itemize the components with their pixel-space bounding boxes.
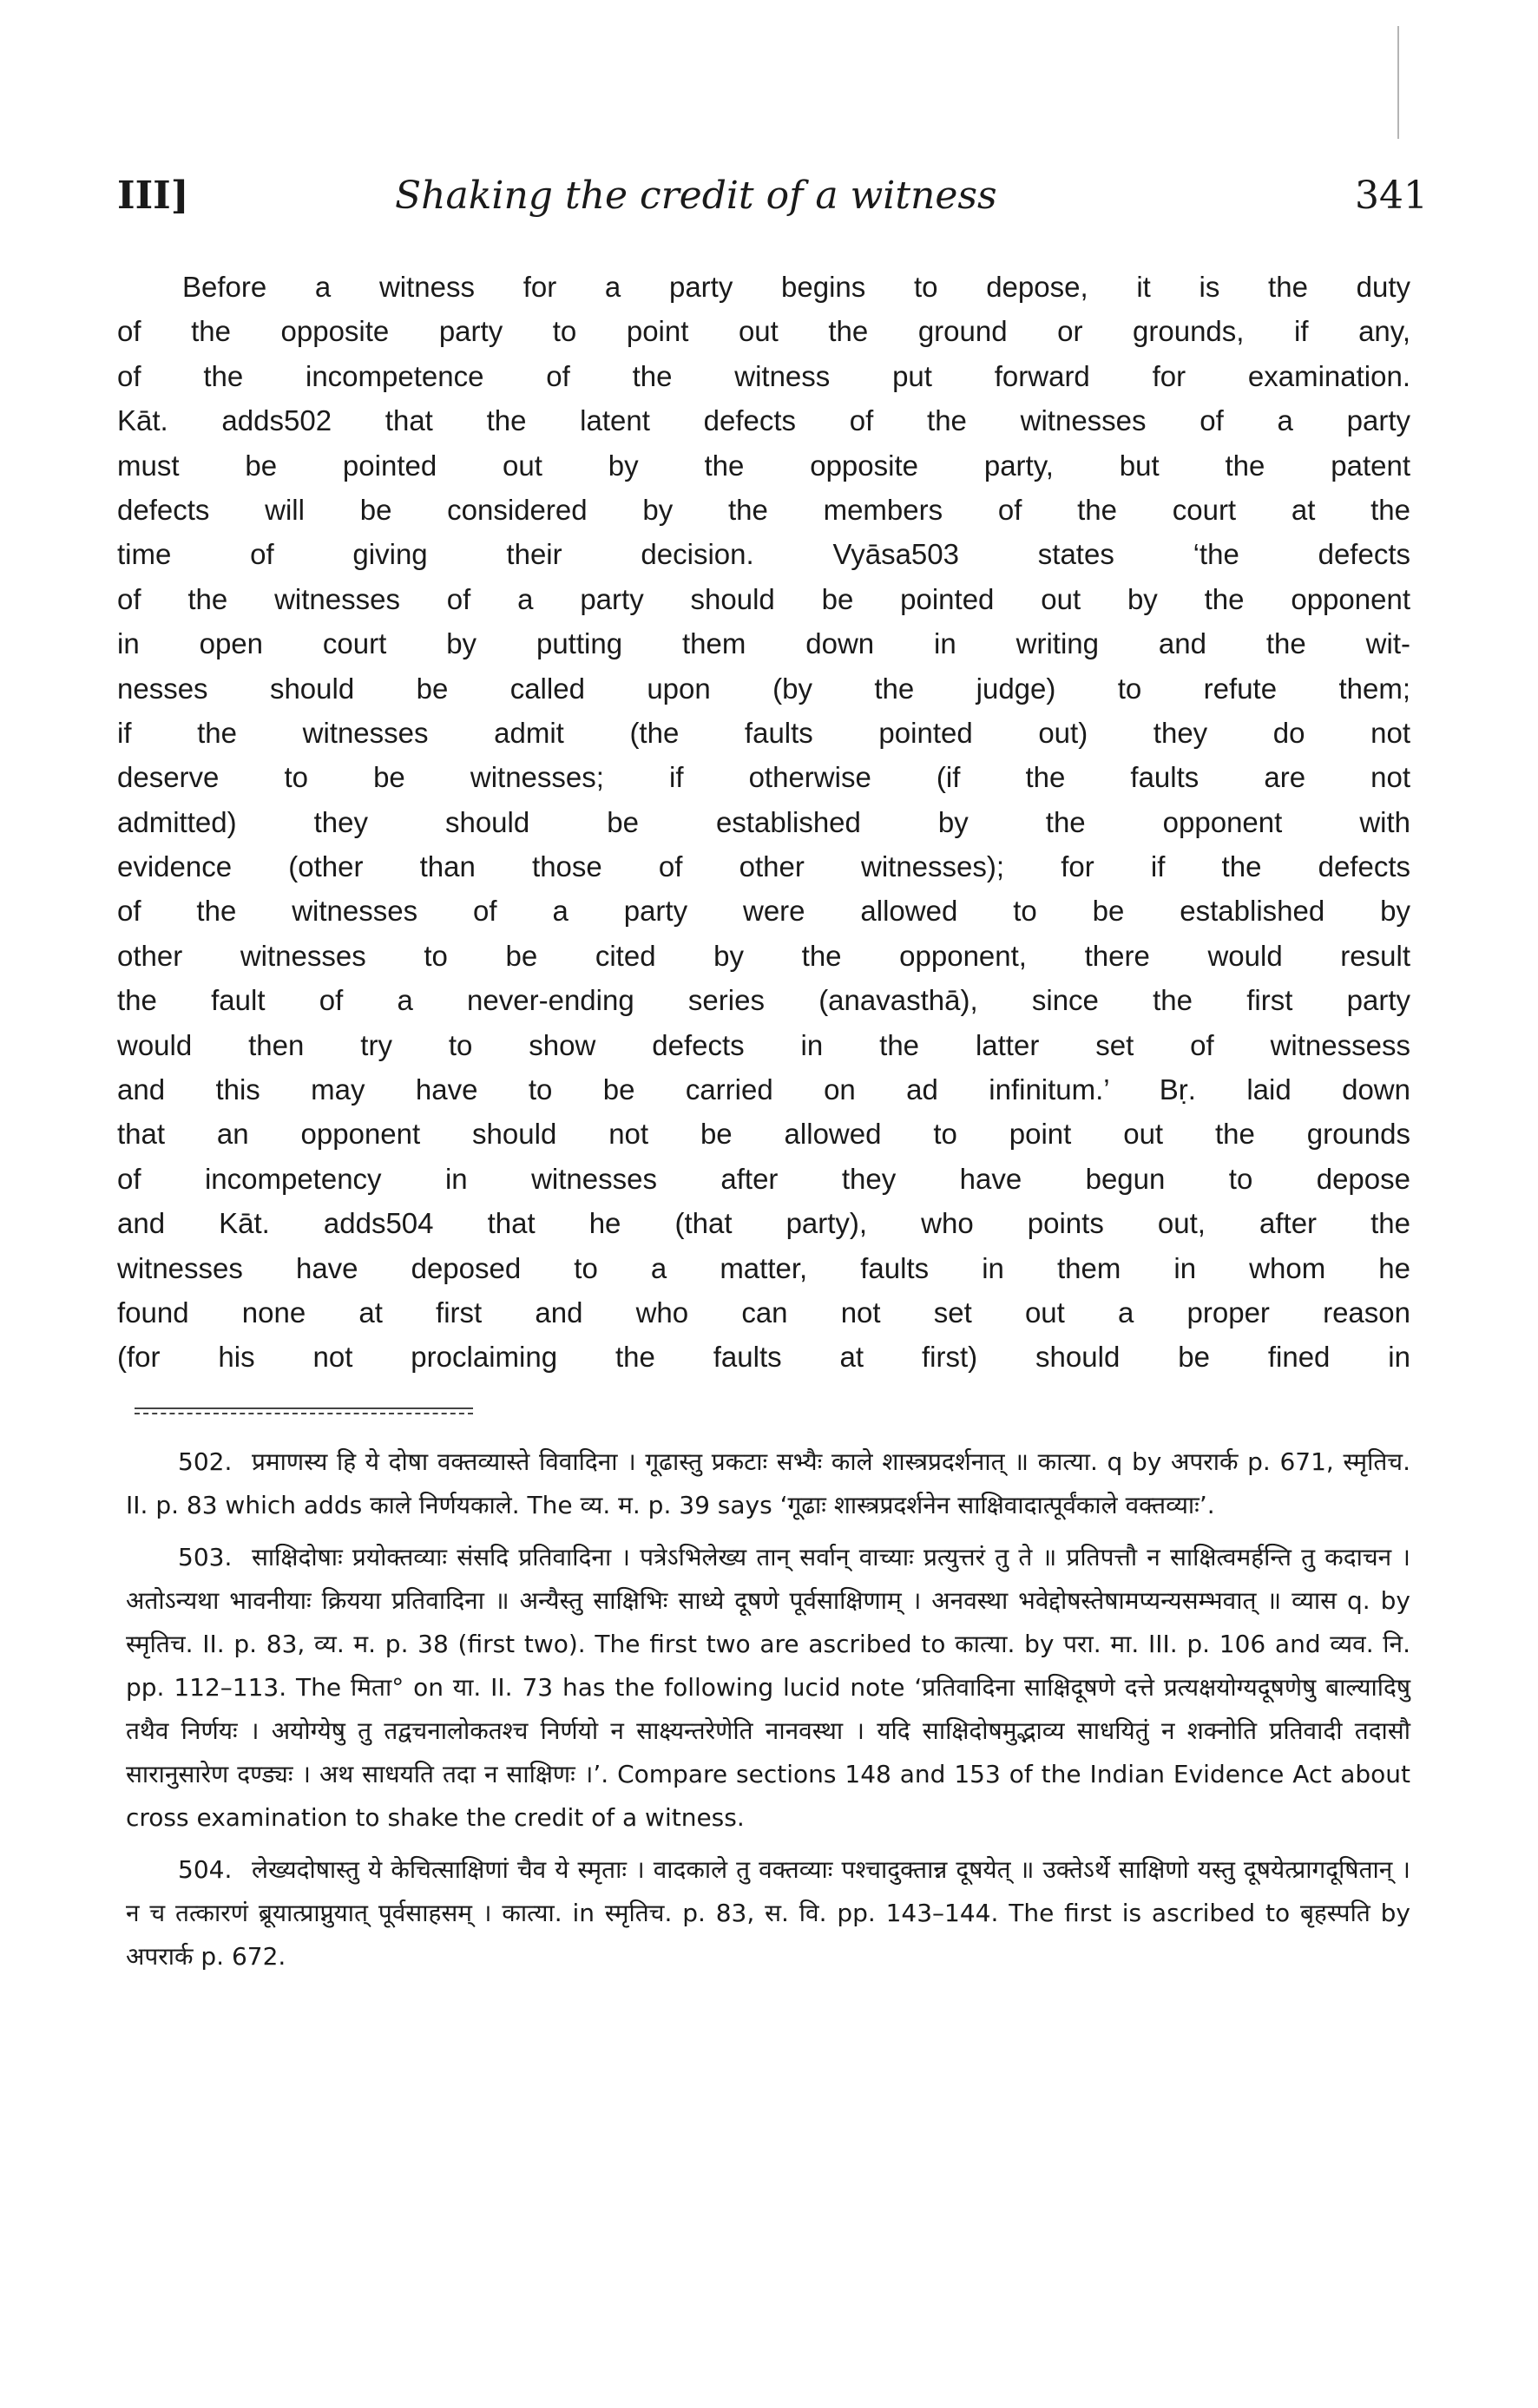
text-line: time of giving their decision. Vyāsa503 states ‘the defects <box>117 538 1410 571</box>
text-line: defects will be considered by the members of the court at the <box>117 493 1410 526</box>
text-line: would then try to show defects in the latter set of witnessess <box>117 1028 1410 1061</box>
text-line: deserve to be witnesses; if otherwise (if the faults are not <box>117 761 1410 794</box>
text-line: the fault of a never-ending series (anavasthā), since the first party <box>117 984 1410 1017</box>
footnotes <box>126 1440 1410 1987</box>
text-line: Before a witness for a party begins to depose, it is the duty <box>182 271 1410 303</box>
text-line: must be pointed out by the opposite party, but the patent <box>117 449 1410 482</box>
text-line: in open court by putting them down in writing and the wit- <box>117 627 1410 660</box>
text-line: (for his not proclaiming the faults at first) should be fined in <box>117 1341 1410 1374</box>
text-line: Kāt. adds502 that the latent defects of the witnesses of a party <box>117 404 1410 437</box>
text-line: and Kāt. adds504 that he (that party), who points out, after the <box>117 1207 1410 1240</box>
text-line: evidence (other than those of other witnesses); for if the defects <box>117 850 1410 883</box>
footnote-text: लेख्यदोषास्तु ये केचित्साक्षिणां चैव ये स्मृताः । वादकाले तु वक्तव्याः पश्चादुक्तान्न दूषयेत् ॥ उक्तेऽर्थे साक्षिणो यस्तु दूषयेत्प्रागदूषितान् । न च तत्कारणं ब्रूयात्प्राप्नुयात् पूर्वसाहसम् । कात्या. in स्मृतिच. p. 83, स. वि. pp. 143–144. The first is ascribed to बृहस्पति by अपरार्क p. 672. <box>126 1855 1410 1971</box>
footnote-502 <box>126 1440 1410 1527</box>
text-line: of the witnesses of a party should be pointed out by the opponent <box>117 582 1410 615</box>
scan-margin-line <box>1397 26 1399 139</box>
footnote-504 <box>126 1848 1410 1978</box>
text-line: admitted) they should be established by the opponent with <box>117 805 1410 838</box>
text-line: that an opponent should not be allowed to point out the grounds <box>117 1118 1410 1151</box>
text-line: if the witnesses admit (the faults pointed out) they do not <box>117 716 1410 749</box>
footnote-number: 504. <box>178 1855 233 1884</box>
footnote-separator <box>135 1407 473 1418</box>
footnote-text: प्रमाणस्य हि ये दोषा वक्तव्यास्ते विवादिना । गूढास्तु प्रकटाः सभ्यैः काले शास्त्रप्रदर्शनात् ॥ कात्या. q by अपरार्क p. 671, स्मृतिच. II. p. 83 which adds काले निर्णयकाले. The व्य. म. p. 39 says ‘गूढाः शास्त्रप्रदर्शनेन साक्षिवादात्पूर्वंकाले वक्तव्याः’. <box>126 1447 1410 1519</box>
footnote-number: 503. <box>178 1543 233 1571</box>
chapter-marker: III] <box>117 174 189 218</box>
footnote-text: साक्षिदोषाः प्रयोक्तव्याः संसदि प्रतिवादिना । पत्रेऽभिलेख्य तान् सर्वान् वाच्याः प्रत्युत्तरं तु ते ॥ प्रतिपत्तौ न साक्षित्वमर्हन्ति तु कदाचन । अतोऽन्यथा भावनीयाः क्रियया प्रतिवादिना ॥ अन्यैस्तु साक्षिभिः साध्ये दूषणे पूर्वसाक्षिणाम् । अनवस्था भवेद्दोषस्तेषामप्यन्यसम्भवात् ॥ व्यास q. by स्मृतिच. II. p. 83, व्य. म. p. 38 (first two). The first two are ascribed to कात्या. by परा. मा. III. p. 106 and व्यव. नि. pp. 112–113. The मिता° on या. II. 73 has the following lucid note ‘प्रतिवादिना साक्षिदूषणे दत्ते प्रत्यक्षयोग्यदूषणेषु बाल्यादिषु तथैव निर्णयः । अयोग्येषु तु तद्वचनालोकतश्च निर्णयो न साक्ष्यन्तरेणेति नानवस्था । यदि साक्षिदोषमुद्भाव्य साधयितुं न शक्नोति प्रतिवादी तदासौ सारानुसारेण दण्ड्यः । अथ साधयति तदा न साक्षिणः ।’. Compare sections 148 and 153 of the Indian Evidence Act about cross examination to shake the credit of a witness. <box>126 1543 1410 1832</box>
text-line: of the incompetence of the witness put forward for examination. <box>117 359 1410 392</box>
text-line: other witnesses to be cited by the opponent, there would result <box>117 939 1410 972</box>
text-line: of the opposite party to point out the ground or grounds, if any, <box>117 315 1410 348</box>
text-line: of the witnesses of a party were allowed to be established by <box>117 895 1410 928</box>
text-line: found none at first and who can not set out a proper reason <box>117 1296 1410 1329</box>
footnote-503 <box>126 1536 1410 1840</box>
running-title: Shaking the credit of a witness <box>395 174 997 218</box>
page-number: 341 <box>1355 174 1428 218</box>
footnote-number: 502. <box>178 1447 233 1476</box>
text-line: of incompetency in witnesses after they have begun to depose <box>117 1162 1410 1195</box>
text-line: nesses should be called upon (by the judge) to refute them; <box>117 672 1410 705</box>
running-header <box>117 174 1428 234</box>
text-line: and this may have to be carried on ad infinitum.’ Bṛ. laid down <box>117 1073 1410 1106</box>
text-line: witnesses have deposed to a matter, faults in them in whom he <box>117 1251 1410 1284</box>
main-text <box>117 265 1410 1380</box>
